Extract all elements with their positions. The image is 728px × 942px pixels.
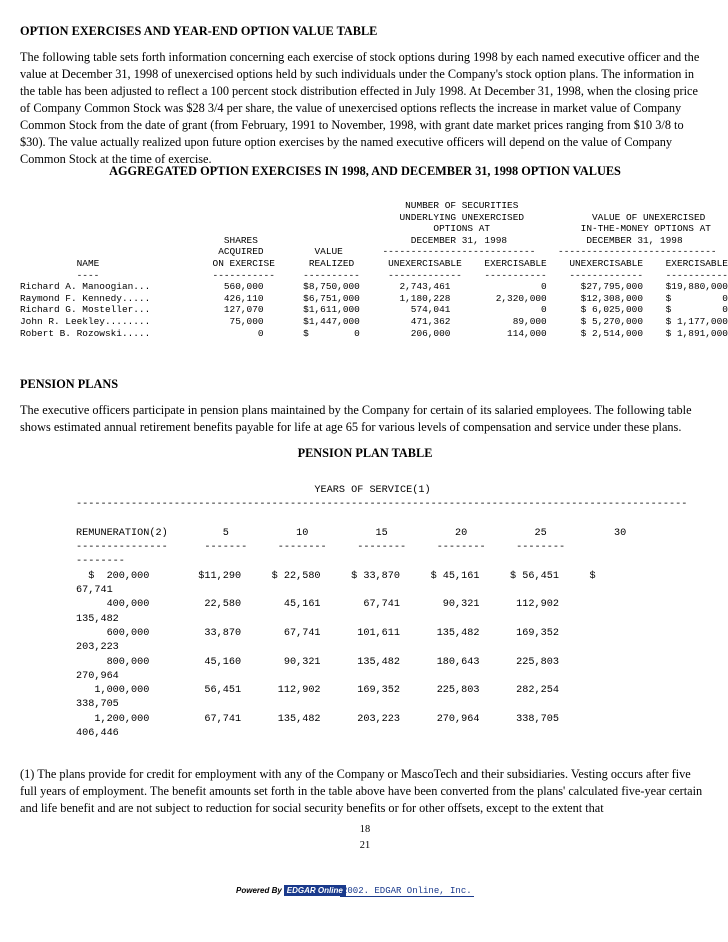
pension-table-title: PENSION PLAN TABLE bbox=[297, 446, 433, 460]
footnote: (1) The plans provide for credit for employment with any of the Company or MascoTech and their subsidiaries. Vesting occurs after five full years of employment. The benefit amounts set forth in the table above have been converted from the plans' calculated five-year certain and life benefit and are not subject to reduction for social security benefits or for other offsets, except to the extent that bbox=[20, 767, 703, 815]
option-section-title: OPTION EXERCISES AND YEAR-END OPTION VALUE TABLE bbox=[20, 24, 378, 38]
page-number: 18 bbox=[359, 824, 371, 835]
pension-section-title: PENSION PLANS bbox=[20, 377, 119, 391]
edgar-online-brand: EDGAR Online bbox=[284, 885, 346, 896]
powered-by-label: Powered By bbox=[236, 886, 282, 895]
page-number-secondary: 21 bbox=[359, 840, 371, 851]
option-table-title: AGGREGATED OPTION EXERCISES IN 1998, AND DECEMBER 31, 1998 OPTION VALUES bbox=[109, 164, 621, 178]
footer-credit: 2002. EDGAR Online, Inc. bbox=[342, 886, 472, 896]
pension-plan-table: YEARS OF SERVICE(1) ---------------------------------------------------------------------------------------------------- REMUNERATION(2) 5 10 15 20 25 30 --------------- ------- -------- -------- -------- -------- -------- $ 200,000 $11,290 $ 22,580 $ 33,870 $ 45,161 $ 56,451 $ 67,741 400,000 22,580 45,161 67,741 90,321 112,902 135,482 600,000 33,870 67,741 101,611 135,482 169,352 203,223 800,000 45,160 90,321 135,482 180,643 225,803 270,964 1,000,000 56,451 112,902 169,352 225,803 282,254 338,705 1,200,000 67,741 135,482 203,223 270,964 338,705 406,446 bbox=[76, 485, 688, 740]
powered-by-logo bbox=[236, 886, 346, 895]
pension-section-paragraph: The executive officers participate in pension plans maintained by the Company for certain of its salaried employees. The following table shows estimated annual retirement benefits payable for life at age 65 for various levels of compensation and service under these plans. bbox=[20, 403, 692, 434]
option-values-table: NUMBER OF SECURITIES UNDERLYING UNEXERCISED VALUE OF UNEXERCISED OPTIONS AT IN-THE-MONEY OPTIONS AT SHARES DECEMBER 31, 1998 DECEMBER 31, 1998 ACQUIRED VALUE --------------------------- ---------------------------- NAME ON EXERCISE REALIZED UNEXERCISABLE EXERCISABLE UNEXERCISABLE EXERCISABLE ---- ----------- ---------- ------------- ----------- ------------- ----------- Richard A. Manoogian... 560,000 $8,750,000 2,743,461 0 $27,795,000 $19,880,000 Raymond F. Kennedy..... 426,110 $6,751,000 1,180,228 2,320,000 $12,308,000 $ 0 Richard G. Mosteller... 127,070 $1,611,000 574,041 0 $ 6,025,000 $ 0 John R. Leekley........ 75,000 $1,447,000 471,362 89,000 $ 5,270,000 $ 1,177,000 Robert B. Rozowski..... 0 $ 0 206,000 114,000 $ 2,514,000 $ 1,891,000 bbox=[20, 200, 728, 339]
option-section-paragraph: The following table sets forth information concerning each exercise of stock options during 1998 by each named executive officer and the value at December 31, 1998 of unexercised options held by such individuals under the Company's stock option plans. The information in the table has been adjusted to reflect a 100 percent stock distribution effected in July 1998. At December 31, 1998, when the closing price of Company Common Stock was $28 3/4 per share, the value of unexercised options reflects the increase in market value of Company Common Stock from the date of grant (from February, 1991 to November, 1998, with grant date market prices ranging from $10 3/8 to $30). The value actually realized upon future option exercises by the named executive officers will depend on the value of Company Common Stock at the time of exercise. bbox=[20, 50, 700, 166]
